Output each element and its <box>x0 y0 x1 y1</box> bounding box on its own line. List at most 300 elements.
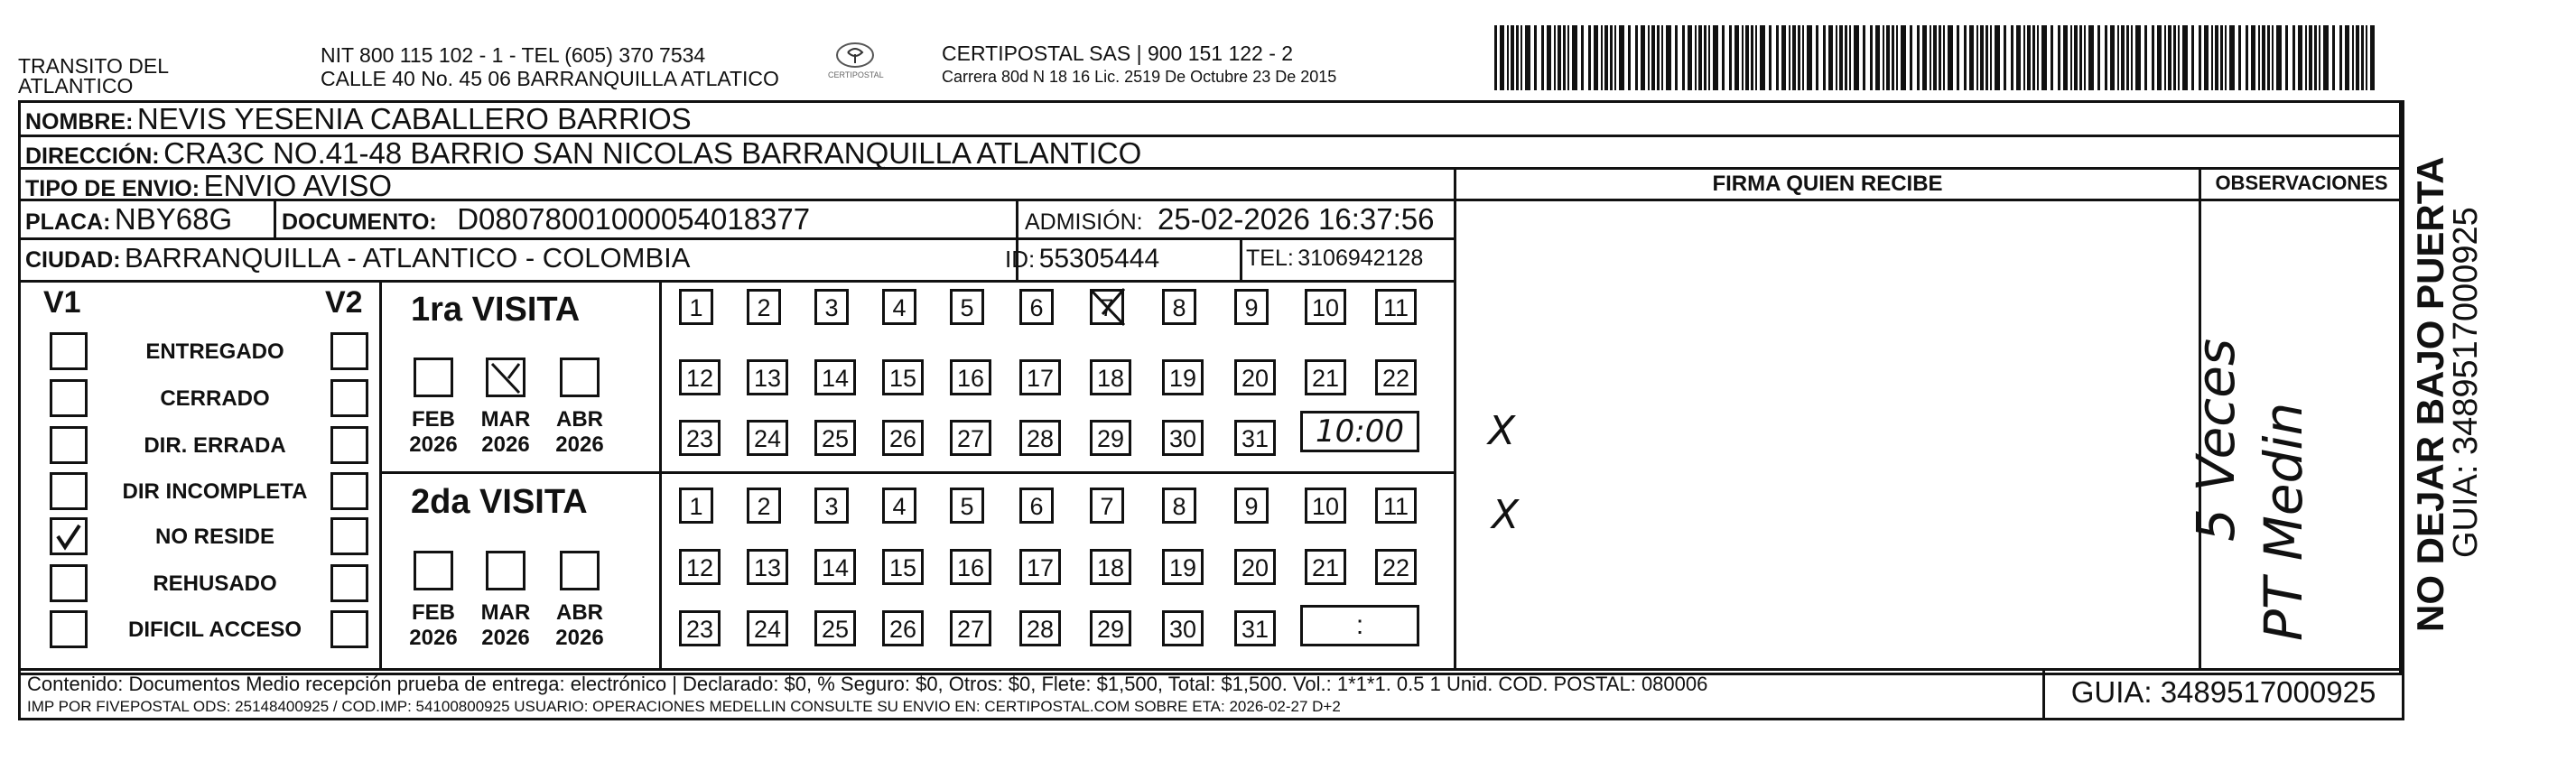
barcode-bar <box>1943 25 1945 90</box>
month-label <box>405 600 462 650</box>
sender-name-line1: TRANSITO DEL <box>18 54 169 78</box>
barcode-bar <box>2126 25 2129 90</box>
day-box[interactable]: 24 <box>747 420 788 456</box>
nombre-label: NOMBRE: <box>25 109 134 135</box>
barcode-bar <box>1798 25 1800 90</box>
barcode-bar <box>1742 25 1744 90</box>
tel-value: 3106942128 <box>1297 246 1424 271</box>
barcode-bar <box>2110 25 2115 90</box>
month-year: 2026 <box>555 625 604 650</box>
firma-header: FIRMA QUIEN RECIBE <box>1712 172 1943 196</box>
visit1-time-box[interactable] <box>1300 411 1419 452</box>
day-box[interactable]: 9 <box>1234 488 1269 524</box>
barcode-bar <box>1930 25 1931 90</box>
barcode-bar <box>2088 25 2094 90</box>
v2-checkbox[interactable] <box>330 472 368 510</box>
barcode-bar <box>1581 25 1584 90</box>
visit2-signature-mark: X <box>1492 492 1520 538</box>
barcode-bar <box>2356 25 2359 90</box>
footer-imp: IMP POR FIVEPOSTAL ODS: 25148400925 / COD.IMP: 54100800925 USUARIO: OPERACIONES MEDELLIN CONSULTE SU ENVIO EN: CERTIPOSTAL.COM SOBRE ETA: 2026-02-27 D+2 <box>27 698 1341 715</box>
day-box[interactable]: 5 <box>950 488 984 524</box>
barcode-bar <box>1957 25 1959 90</box>
day-box[interactable]: 6 <box>1019 488 1054 524</box>
field-id <box>1005 244 1159 274</box>
day-box[interactable]: 23 <box>679 610 721 646</box>
barcode-bar <box>2267 25 2270 90</box>
barcode-bar <box>1886 25 1890 90</box>
col-divider <box>274 199 276 237</box>
sender-name-line2: ATLANTICO <box>18 74 134 98</box>
barcode-bar <box>1511 25 1514 90</box>
field-nombre <box>25 102 692 136</box>
visit2-title: 2da VISITA <box>411 483 588 521</box>
barcode-bar <box>1708 25 1710 90</box>
barcode-bar <box>1713 25 1718 90</box>
month-label <box>551 407 609 457</box>
barcode-bar <box>1769 25 1772 90</box>
x-mark-icon <box>488 360 525 396</box>
barcode-bar <box>2258 25 2260 90</box>
v1-checkbox[interactable] <box>50 379 88 417</box>
footer-contenido: Contenido: Documentos Medio recepción prueba de entrega: electrónico | Declarado: $0, % Seguro: $0, Otros: $0, Flete: $1,500, Total: $1,500. Vol.: 1*1*1. 0.5 1 Unid. COD. POSTAL: 080006 <box>27 673 1708 695</box>
barcode-bar <box>2074 25 2078 90</box>
month-year: 2026 <box>409 625 458 650</box>
barcode-bar <box>2027 25 2031 90</box>
barcode-bar <box>2152 25 2154 90</box>
barcode-bar <box>1628 25 1631 90</box>
barcode-bar <box>1619 25 1624 90</box>
barcode-bar <box>1688 25 1692 90</box>
tipo-envio-value: ENVIO AVISO <box>203 169 393 202</box>
col-divider <box>1240 237 1242 280</box>
month-year: 2026 <box>409 432 458 457</box>
day-box[interactable]: 5 <box>950 289 984 325</box>
month-label <box>477 407 535 457</box>
barcode-bar <box>1964 25 1967 90</box>
barcode-bar <box>1980 25 1984 90</box>
side-guia: GUIA: 3489517000925 <box>2447 207 2485 558</box>
barcode-bar <box>1588 25 1591 90</box>
day-box[interactable]: 10 <box>1305 488 1346 524</box>
barcode-bar <box>1760 25 1765 90</box>
row-divider <box>18 280 1454 283</box>
day-box[interactable]: 17 <box>1019 549 1061 585</box>
barcode-bar <box>1917 25 1920 90</box>
barcode-bar <box>1554 25 1556 90</box>
barcode-bar <box>2117 25 2119 90</box>
day-box[interactable]: 4 <box>882 289 916 325</box>
documento-value: D08078001000054018377 <box>457 202 811 236</box>
barcode-bar <box>1534 25 1537 90</box>
barcode-bar <box>2319 25 2320 90</box>
day-box[interactable]: 3 <box>814 289 849 325</box>
barcode-bar <box>2004 25 2006 90</box>
day-box[interactable]: 20 <box>1234 359 1276 395</box>
month-name: MAR <box>480 407 531 432</box>
attempt-reason-label: DIFICIL ACCESO <box>127 618 302 642</box>
barcode-bar <box>1661 25 1663 90</box>
day-box[interactable]: 3 <box>814 488 849 524</box>
barcode-bar <box>1541 25 1544 90</box>
barcode-bar <box>2063 25 2068 90</box>
barcode-bar <box>2191 25 2194 90</box>
barcode-bar <box>2157 25 2162 90</box>
month-year: 2026 <box>555 432 604 457</box>
barcode-bar <box>1901 25 1906 90</box>
day-box[interactable]: 25 <box>814 610 856 646</box>
field-tel <box>1246 246 1423 272</box>
barcode-bar <box>2332 25 2335 90</box>
day-box[interactable]: 14 <box>814 549 856 585</box>
month-name: ABR <box>556 407 603 432</box>
barcode-bar <box>2037 25 2039 90</box>
barcode-bar <box>1939 25 1941 90</box>
v1-checkbox[interactable] <box>50 564 88 602</box>
barcode-bar <box>2323 25 2329 90</box>
month-checkbox-mar[interactable] <box>486 551 525 590</box>
visit1-time-value: 10:00 <box>1316 413 1404 450</box>
col-divider <box>659 280 662 668</box>
barcode-bar <box>1781 25 1786 90</box>
field-tipo-envio <box>25 169 392 203</box>
courier-license: Carrera 80d N 18 16 Lic. 2519 De Octubre 23 De 2015 <box>942 68 1337 86</box>
placa-value: NBY68G <box>114 202 233 236</box>
day-box[interactable]: 6 <box>1019 289 1054 325</box>
barcode-bar <box>1751 25 1753 90</box>
visit1-title: 1ra VISITA <box>411 291 581 329</box>
barcode-bar <box>2097 25 2100 90</box>
day-box[interactable]: 29 <box>1090 420 1131 456</box>
barcode-bar <box>1734 25 1739 90</box>
barcode-bar <box>1567 25 1569 90</box>
v2-checkbox[interactable] <box>330 332 368 370</box>
barcode-bar <box>1601 25 1603 90</box>
v2-header: V2 <box>325 285 363 320</box>
month-checkbox-abr[interactable] <box>560 358 600 397</box>
day-box[interactable]: 8 <box>1162 488 1196 524</box>
day-box[interactable]: 12 <box>679 549 721 585</box>
day-box[interactable]: 13 <box>747 549 788 585</box>
day-box[interactable]: 15 <box>882 549 924 585</box>
attempt-reason-label: CERRADO <box>160 386 270 411</box>
barcode-bar <box>1969 25 1974 90</box>
barcode-bar <box>1845 25 1847 90</box>
observaciones-handwriting-line2: PT Medin <box>2253 402 2314 641</box>
barcode-bar <box>1722 25 1725 90</box>
day-box[interactable]: 11 <box>1375 289 1417 325</box>
barcode-bar <box>2182 25 2188 90</box>
barcode-bar <box>1648 25 1650 90</box>
day-box[interactable]: 28 <box>1019 420 1061 456</box>
barcode-bar <box>2225 25 2227 90</box>
id-value: 55305444 <box>1038 244 1160 274</box>
barcode-bar <box>2298 25 2302 90</box>
placa-label: PLACA: <box>25 209 111 235</box>
visit2-time-value: : <box>1355 610 1364 640</box>
day-box[interactable]: 12 <box>679 359 721 395</box>
barcode-bar <box>1836 25 1837 90</box>
v1-checkbox[interactable] <box>50 472 88 510</box>
barcode-bar <box>1839 25 1843 90</box>
day-box[interactable]: 7 <box>1090 488 1124 524</box>
month-name: ABR <box>556 600 603 625</box>
day-box[interactable]: 20 <box>1234 549 1276 585</box>
barcode-bar <box>1922 25 1927 90</box>
x-mark-icon <box>1086 283 1131 335</box>
tel-label: TEL: <box>1246 246 1294 271</box>
courier-logo-icon <box>835 42 875 69</box>
barcode-bar <box>2352 25 2354 90</box>
day-box[interactable]: 19 <box>1162 549 1204 585</box>
barcode-bar <box>1525 25 1530 90</box>
barcode-bar <box>1641 25 1645 90</box>
barcode-bar <box>2276 25 2282 90</box>
barcode-bar <box>1863 25 1865 90</box>
barcode-bar <box>2164 25 2166 90</box>
visit1-signature-mark: X <box>1488 408 1516 454</box>
month-name: FEB <box>412 407 455 432</box>
month-checkbox-feb[interactable] <box>414 551 453 590</box>
barcode <box>1494 25 2375 90</box>
month-year: 2026 <box>481 625 530 650</box>
v2-checkbox[interactable] <box>330 379 368 417</box>
id-label: ID: <box>1005 246 1036 273</box>
barcode-bar <box>2204 25 2209 90</box>
col-divider <box>2402 100 2404 720</box>
day-box[interactable]: 15 <box>882 359 924 395</box>
day-box[interactable]: 21 <box>1305 359 1346 395</box>
day-box[interactable]: 1 <box>679 488 713 524</box>
barcode-bar <box>1507 25 1509 90</box>
barcode-bar <box>1802 25 1804 90</box>
barcode-bar <box>1520 25 1522 90</box>
day-box[interactable]: 27 <box>950 610 991 646</box>
barcode-bar <box>1558 25 1561 90</box>
barcode-bar <box>2144 25 2147 90</box>
barcode-bar <box>1755 25 1757 90</box>
barcode-bar <box>2246 25 2248 90</box>
v1-checkbox[interactable] <box>50 332 88 370</box>
barcode-bar <box>1604 25 1608 90</box>
barcode-bar <box>2262 25 2265 90</box>
day-box[interactable]: 11 <box>1375 488 1417 524</box>
barcode-bar <box>1896 25 1898 90</box>
day-box[interactable]: 19 <box>1162 359 1204 395</box>
day-box[interactable]: 29 <box>1090 610 1131 646</box>
day-box[interactable]: 18 <box>1090 359 1131 395</box>
day-box[interactable]: 10 <box>1305 289 1346 325</box>
v1-checkbox[interactable] <box>50 517 88 555</box>
v1-checkbox[interactable] <box>50 610 88 648</box>
barcode-bar <box>2011 25 2013 90</box>
sender-address: CALLE 40 No. 45 06 BARRANQUILLA ATLATICO <box>321 67 779 90</box>
barcode-bar <box>1695 25 1697 90</box>
barcode-bar <box>1828 25 1833 90</box>
barcode-bar <box>1875 25 1880 90</box>
barcode-bar <box>1789 25 1790 90</box>
day-box[interactable]: 18 <box>1090 549 1131 585</box>
observaciones-handwriting-line1: 5 Veces <box>2185 338 2246 542</box>
day-box[interactable]: 17 <box>1019 359 1061 395</box>
row-divider <box>18 237 1454 240</box>
barcode-bar <box>2309 25 2312 90</box>
barcode-bar <box>1995 25 2000 90</box>
day-box[interactable]: 23 <box>679 420 721 456</box>
barcode-bar <box>1883 25 1884 90</box>
month-checkbox-mar[interactable] <box>486 358 525 397</box>
barcode-bar <box>1985 25 1988 90</box>
barcode-bar <box>1823 25 1826 90</box>
courier-name: CERTIPOSTAL SAS | 900 151 122 - 2 <box>942 42 1294 65</box>
day-box[interactable]: 7 <box>1090 289 1124 325</box>
barcode-bar <box>2199 25 2201 90</box>
attempt-reason-label: REHUSADO <box>153 571 277 596</box>
day-box[interactable]: 26 <box>882 420 924 456</box>
attempt-reason-label: DIR. ERRADA <box>144 433 286 458</box>
day-box[interactable]: 9 <box>1234 289 1269 325</box>
month-checkbox-abr[interactable] <box>560 551 600 590</box>
barcode-bar <box>2041 25 2047 90</box>
direccion-value: CRA3C NO.41-48 BARRIO SAN NICOLAS BARRANQUILLA ATLANTICO <box>163 136 1142 170</box>
barcode-bar <box>2366 25 2367 90</box>
row-divider <box>18 718 2404 720</box>
day-box[interactable]: 21 <box>1305 549 1346 585</box>
sender-nit: NIT 800 115 102 - 1 - TEL (605) 370 7534 <box>321 43 706 67</box>
barcode-bar <box>2016 25 2021 90</box>
day-box[interactable]: 1 <box>679 289 713 325</box>
v2-checkbox[interactable] <box>330 517 368 555</box>
barcode-bar <box>1594 25 1598 90</box>
barcode-bar <box>2339 25 2342 90</box>
barcode-bar <box>1776 25 1779 90</box>
col-divider <box>379 280 382 668</box>
v1-header: V1 <box>43 285 81 320</box>
day-box[interactable]: 8 <box>1162 289 1196 325</box>
side-instruction: NO DEJAR BAJO PUERTA <box>2409 156 2451 632</box>
barcode-bar <box>1494 25 1497 90</box>
barcode-bar <box>2178 25 2180 90</box>
barcode-bar <box>2058 25 2060 90</box>
day-box[interactable]: 30 <box>1162 420 1204 456</box>
col-divider <box>1454 167 1456 668</box>
barcode-bar <box>2314 25 2317 90</box>
barcode-bar <box>2370 25 2375 90</box>
barcode-bar <box>2105 25 2107 90</box>
barcode-bar <box>1516 25 1519 90</box>
nombre-value: NEVIS YESENIA CABALLERO BARRIOS <box>136 102 692 135</box>
day-box[interactable]: 22 <box>1375 549 1417 585</box>
v1-checkbox[interactable] <box>50 426 88 464</box>
barcode-bar <box>1682 25 1685 90</box>
barcode-bar <box>1635 25 1638 90</box>
direccion-label: DIRECCIÓN: <box>25 144 160 169</box>
barcode-bar <box>1651 25 1655 90</box>
day-box[interactable]: 16 <box>950 549 991 585</box>
barcode-bar <box>1816 25 1818 90</box>
day-box[interactable]: 31 <box>1234 610 1276 646</box>
day-box[interactable]: 16 <box>950 359 991 395</box>
barcode-bar <box>2131 25 2133 90</box>
day-box[interactable]: 25 <box>814 420 856 456</box>
field-ciudad <box>25 242 690 274</box>
v2-checkbox[interactable] <box>330 610 368 648</box>
barcode-bar <box>2361 25 2364 90</box>
field-admision <box>1025 202 1434 237</box>
barcode-bar <box>2051 25 2053 90</box>
month-year: 2026 <box>481 432 530 457</box>
attempt-reason-label: NO RESIDE <box>154 525 275 549</box>
barcode-bar <box>1933 25 1937 90</box>
barcode-bar <box>1572 25 1577 90</box>
barcode-bar <box>1792 25 1796 90</box>
ciudad-value: BARRANQUILLA - ATLANTICO - COLOMBIA <box>125 242 691 274</box>
barcode-bar <box>2292 25 2295 90</box>
barcode-bar <box>2229 25 2235 90</box>
barcode-bar <box>1675 25 1678 90</box>
v2-checkbox[interactable] <box>330 564 368 602</box>
barcode-bar <box>1807 25 1812 90</box>
barcode-bar <box>2238 25 2241 90</box>
barcode-bar <box>2079 25 2082 90</box>
barcode-bar <box>2032 25 2035 90</box>
month-checkbox-feb[interactable] <box>414 358 453 397</box>
barcode-bar <box>1614 25 1616 90</box>
barcode-bar <box>2023 25 2025 90</box>
day-box[interactable]: 2 <box>747 289 781 325</box>
barcode-bar <box>1854 25 1859 90</box>
barcode-bar <box>2168 25 2171 90</box>
barcode-bar <box>1948 25 1953 90</box>
barcode-bar <box>1704 25 1706 90</box>
attempt-reason-label: ENTREGADO <box>145 339 284 364</box>
barcode-bar <box>1698 25 1702 90</box>
admision-label: ADMISIÓN: <box>1025 209 1143 235</box>
ciudad-label: CIUDAD: <box>25 247 121 273</box>
month-name: FEB <box>412 600 455 625</box>
month-label <box>477 600 535 650</box>
month-label <box>551 600 609 650</box>
barcode-bar <box>2345 25 2349 90</box>
day-box[interactable]: 13 <box>747 359 788 395</box>
day-box[interactable]: 24 <box>747 610 788 646</box>
day-box[interactable]: 27 <box>950 420 991 456</box>
barcode-bar <box>2121 25 2125 90</box>
visit2-time-box[interactable] <box>1300 605 1419 646</box>
day-box[interactable]: 22 <box>1375 359 1417 395</box>
attempt-reason-label: DIR INCOMPLETA <box>122 479 308 504</box>
day-box[interactable]: 26 <box>882 610 924 646</box>
barcode-bar <box>1729 25 1732 90</box>
tipo-envio-label: TIPO DE ENVIO: <box>25 176 200 201</box>
day-box[interactable]: 31 <box>1234 420 1276 456</box>
row-divider <box>1454 199 2402 201</box>
barcode-bar <box>1892 25 1894 90</box>
field-documento <box>282 202 810 237</box>
day-box[interactable]: 14 <box>814 359 856 395</box>
barcode-bar <box>1870 25 1873 90</box>
day-box[interactable]: 2 <box>747 488 781 524</box>
v2-checkbox[interactable] <box>330 426 368 464</box>
footer-guia: GUIA: 3489517000925 <box>2070 675 2376 709</box>
barcode-bar <box>2215 25 2218 90</box>
barcode-bar <box>1563 25 1566 90</box>
day-box[interactable]: 4 <box>882 488 916 524</box>
documento-label: DOCUMENTO: <box>282 209 437 235</box>
day-box[interactable]: 30 <box>1162 610 1204 646</box>
barcode-bar <box>2135 25 2141 90</box>
day-box[interactable]: 28 <box>1019 610 1061 646</box>
courier-logo-text: CERTIPOSTAL <box>828 70 884 79</box>
